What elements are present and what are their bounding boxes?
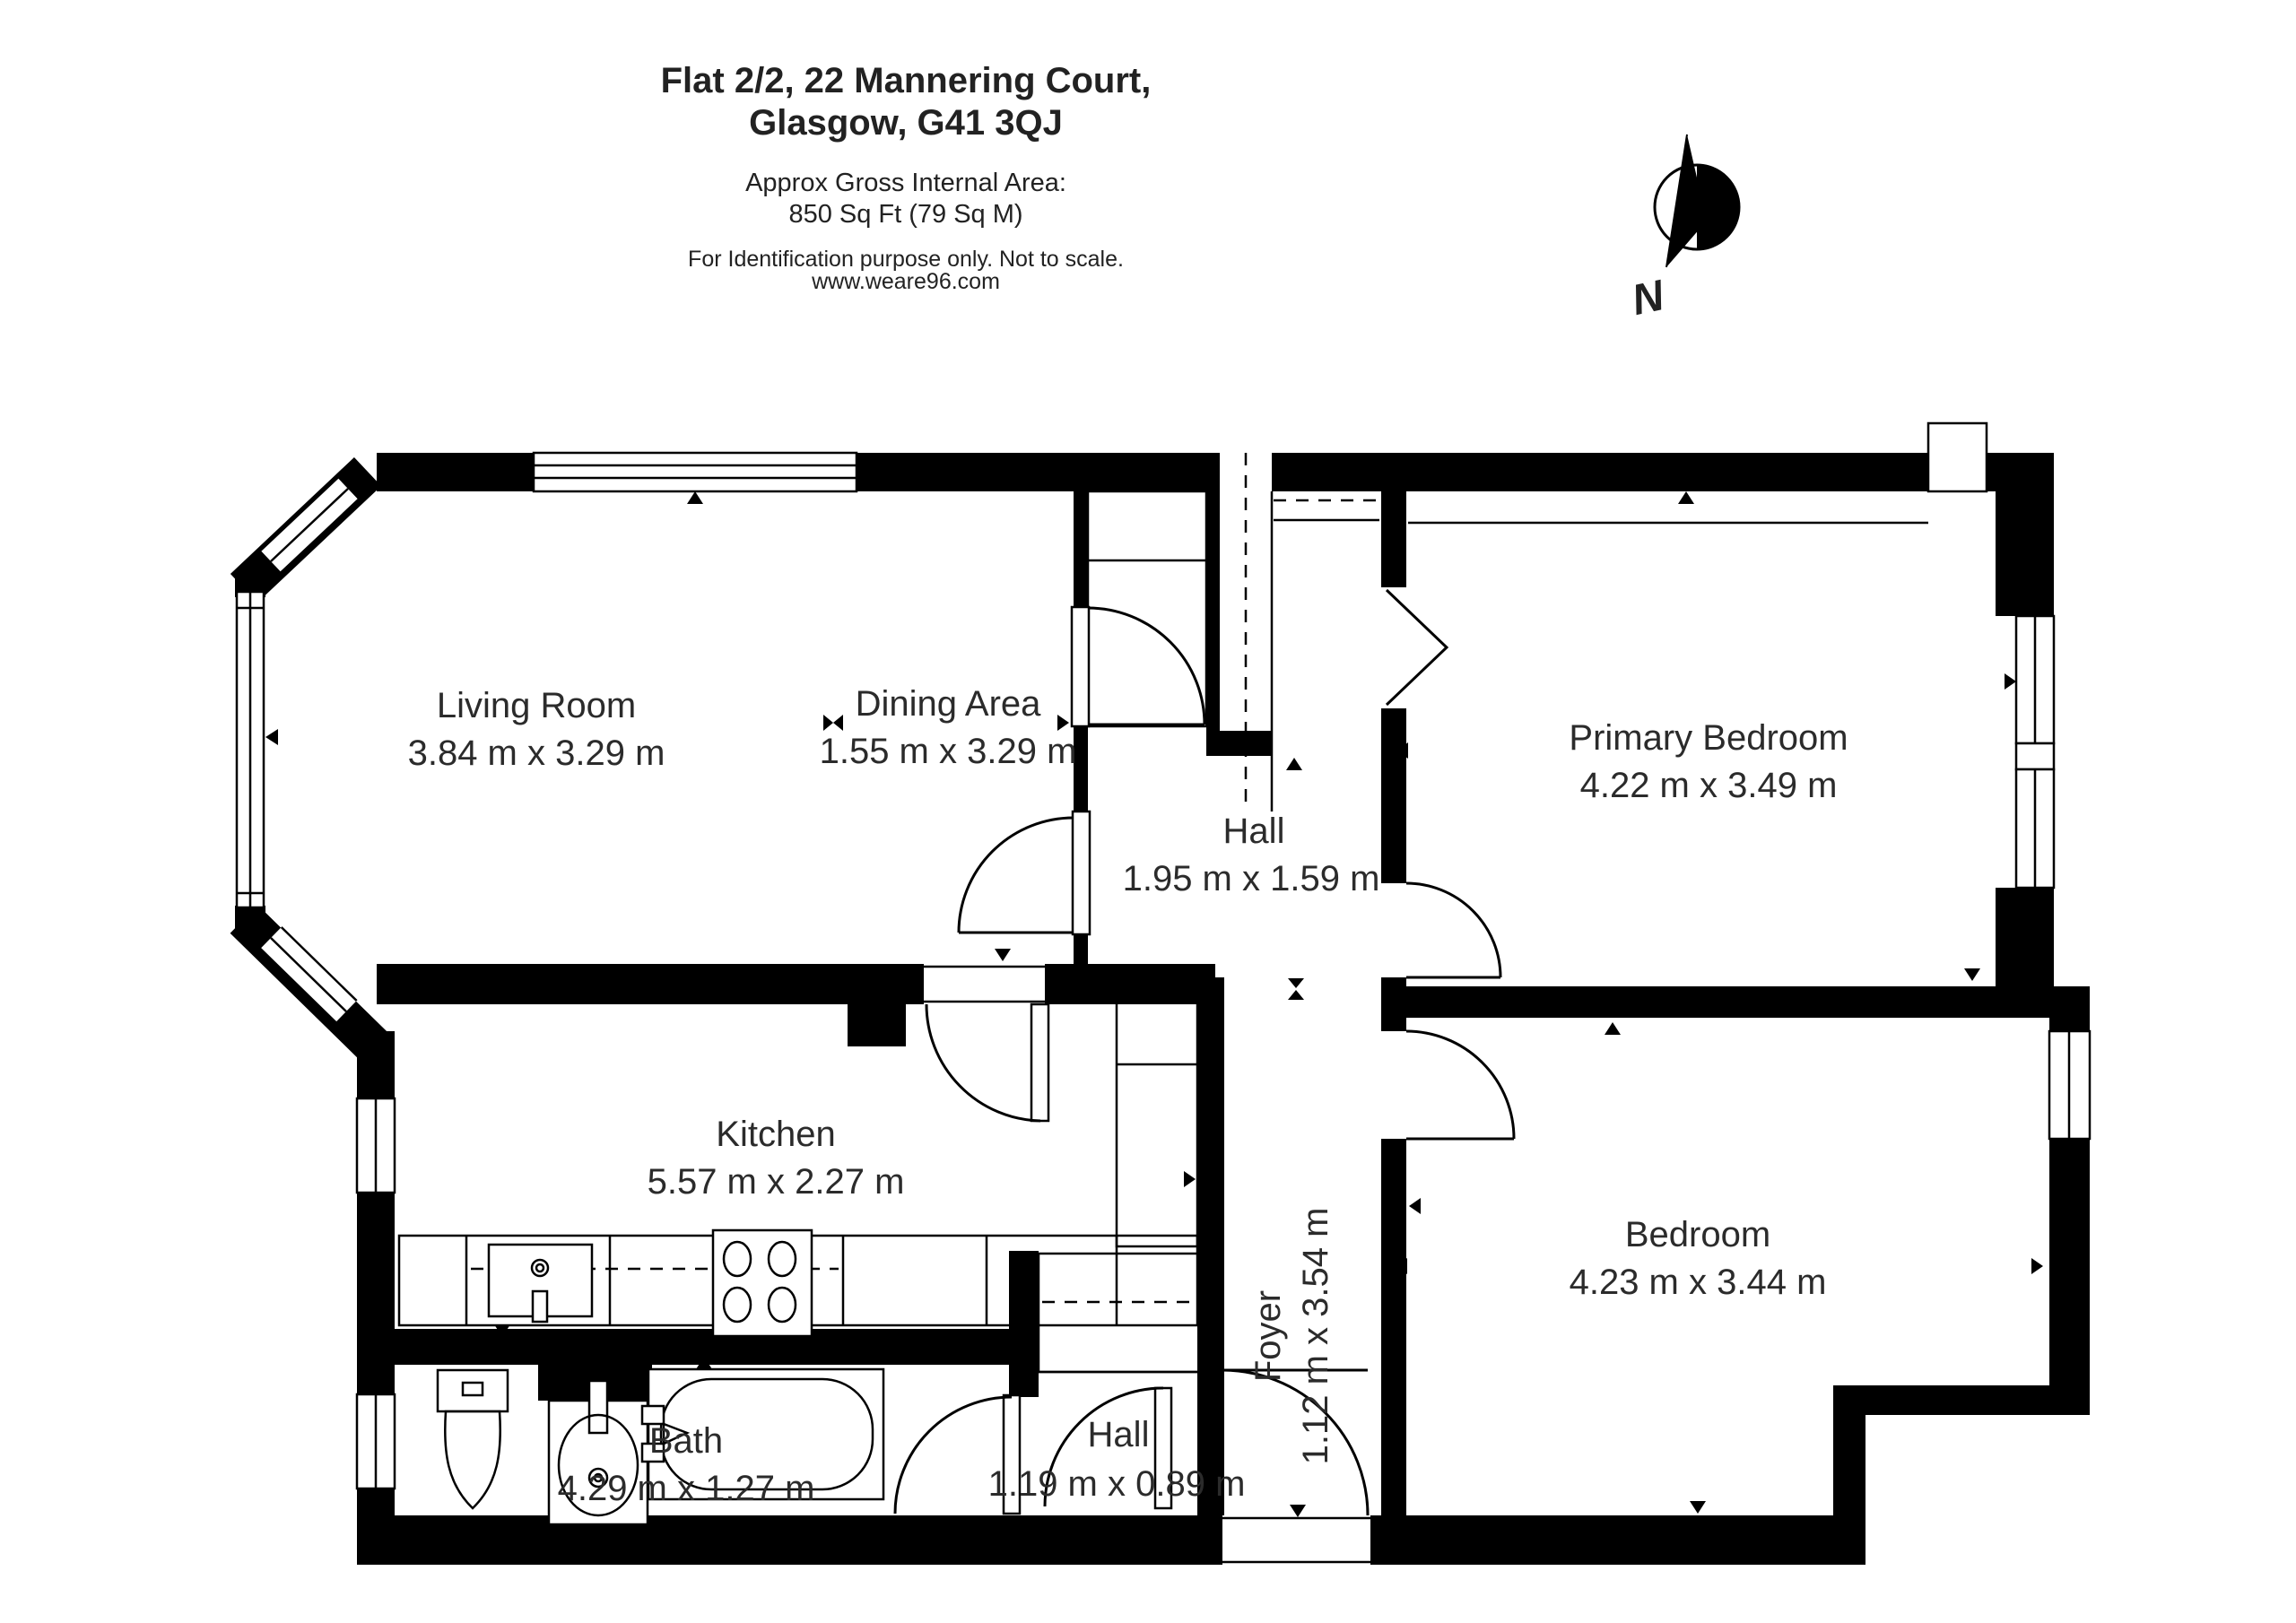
disclaimer-line1: For Identification purpose only. Not to scale. [688, 247, 1124, 272]
label-bedroom: Bedroom [1624, 1215, 1771, 1254]
bedroom-window [2049, 1031, 2090, 1139]
bedroom-door [1381, 1031, 1514, 1139]
kitchen-door [924, 964, 1048, 1121]
page-title-line1: Flat 2/2, 22 Mannering Court, [660, 61, 1152, 100]
dims-bedroom: 4.23 m x 3.44 m [1569, 1263, 1827, 1302]
living-room-door [959, 812, 1090, 934]
entrance-chevron [1379, 587, 1447, 708]
closet-door [1072, 607, 1205, 726]
kitchen-fixtures [399, 1230, 1197, 1336]
label-primary-bedroom: Primary Bedroom [1569, 718, 1848, 758]
area-label: Approx Gross Internal Area: [745, 169, 1066, 197]
living-room-window [534, 453, 857, 491]
page-title-line2: Glasgow, G41 3QJ [749, 103, 1063, 143]
windows [237, 423, 2090, 1488]
toilet [438, 1370, 508, 1508]
hall-cupboard [1039, 1254, 1206, 1372]
dims-hall: 1.95 m x 1.59 m [1122, 859, 1380, 898]
dims-living-room: 3.84 m x 3.29 m [407, 733, 665, 773]
dims-hall-lower: 1.19 m x 0.89 m [987, 1464, 1246, 1504]
north-label: N [1628, 272, 1668, 325]
primary-bedroom-door [1381, 883, 1500, 977]
compass-icon [1628, 135, 1739, 325]
bath-window [357, 1394, 395, 1488]
disclaimer-line2: www.weare96.com [812, 269, 1000, 294]
interior-walls [357, 491, 2049, 1515]
chimney-notch [1928, 423, 1987, 491]
label-kitchen: Kitchen [716, 1115, 836, 1154]
dims-foyer: 1.12 m x 3.54 m [1296, 1207, 1335, 1465]
label-bath: Bath [648, 1421, 724, 1461]
detail-lines [1039, 453, 1928, 1372]
dims-bath: 4.29 m x 1.27 m [557, 1469, 815, 1508]
label-living-room: Living Room [436, 686, 637, 725]
label-dining-area: Dining Area [855, 684, 1041, 724]
label-foyer: Foyer [1248, 1289, 1288, 1383]
area-value: 850 Sq Ft (79 Sq M) [788, 200, 1023, 229]
kitchen-hob [713, 1230, 812, 1336]
primary-bedroom-windows [2016, 616, 2054, 888]
label-hall: Hall [1222, 812, 1285, 851]
kitchen-cupboard [1117, 977, 1197, 1246]
label-hall-lower: Hall [1087, 1415, 1150, 1454]
kitchen-sink [489, 1245, 592, 1322]
header [661, 61, 1152, 294]
dims-dining-area: 1.55 m x 3.29 m [819, 732, 1077, 771]
dims-primary-bedroom: 4.22 m x 3.49 m [1579, 766, 1838, 805]
kitchen-window [357, 1098, 395, 1193]
dims-kitchen: 5.57 m x 2.27 m [647, 1162, 905, 1202]
